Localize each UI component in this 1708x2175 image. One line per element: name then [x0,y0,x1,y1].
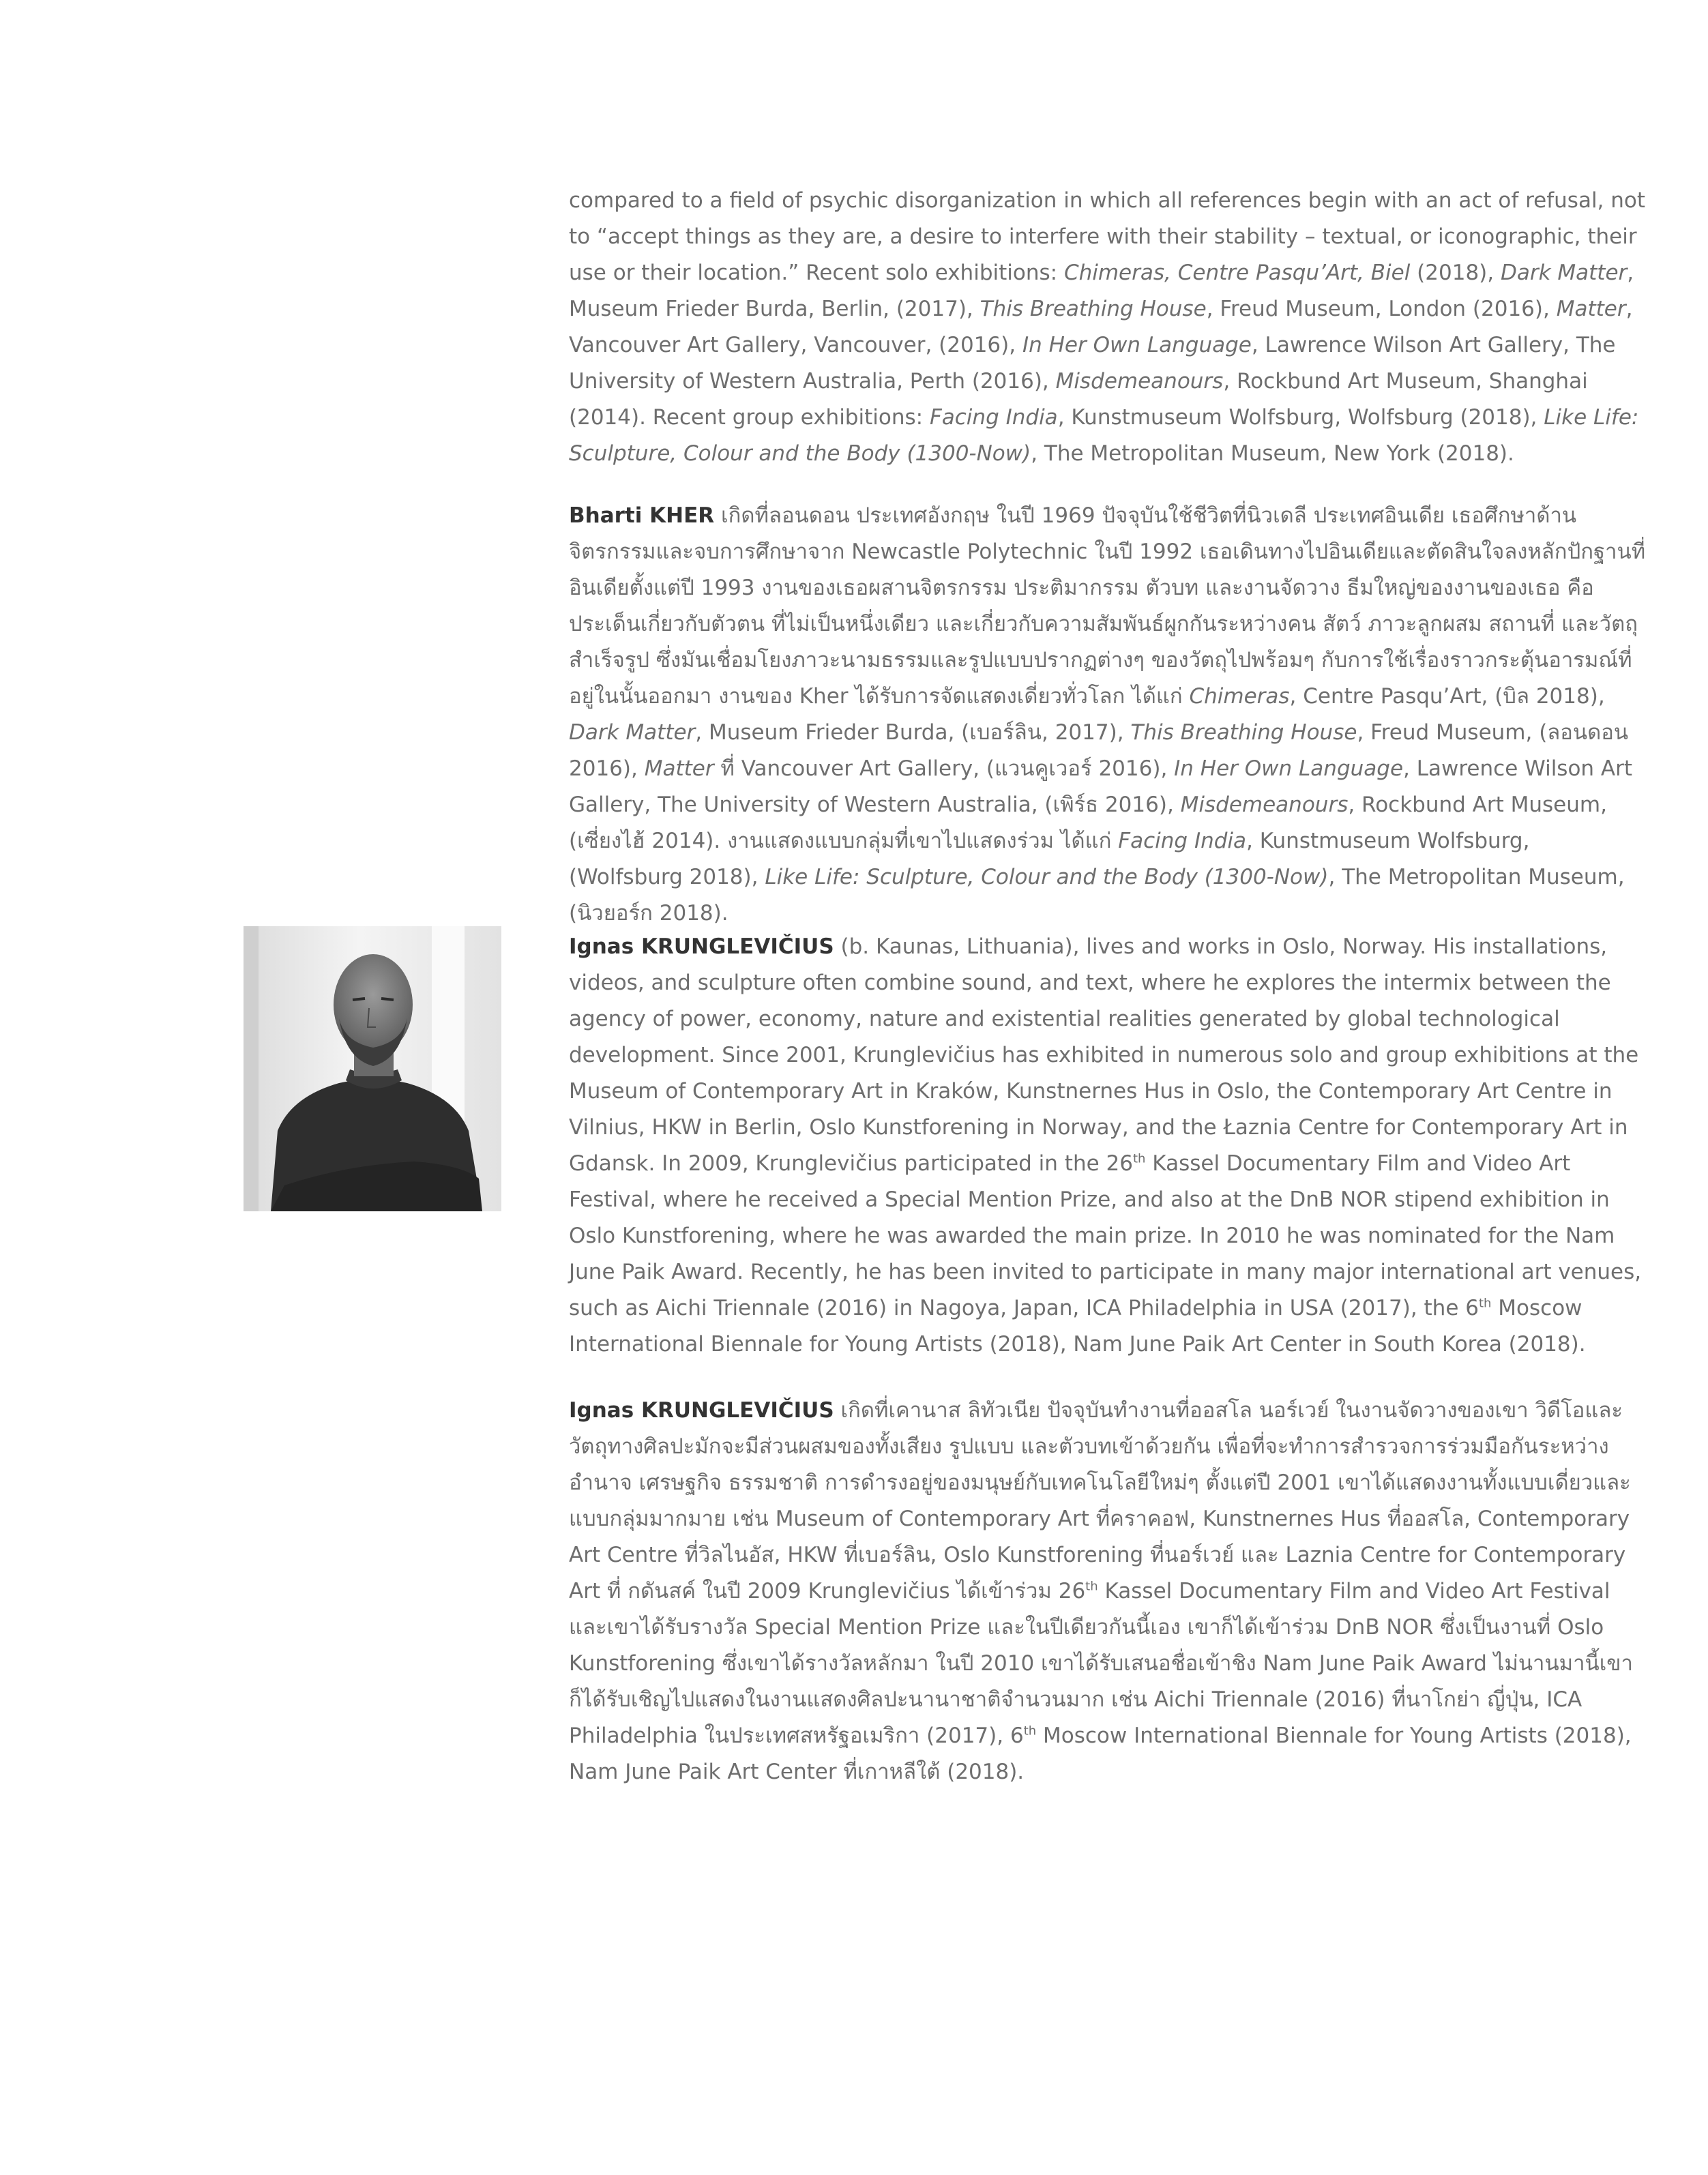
bio-paragraph-krunglevicius-english: Ignas KRUNGLEVIČIUS (b. Kaunas, Lithuania), lives and works in Oslo, Norway. His installations, videos, and sculpture often combine sound, and text, where he explores the intermix between the agency of power, economy, nature and existential realities generated by global technological development. Since 2001, Krunglevičius has exhibited in numerous solo and group exhibitions at the Museum of Contemporary Art in Kraków, Kunstnernes Hus in Oslo, the Contemporary Art Centre in Vilnius, HKW in Berlin, Oslo Kunstforening in Norway, and the Łaznia Centre for Contemporary Art in Gdansk. In 2009, Krunglevičius participated in the 26th Kassel Documentary Film and Video Art Festival, where he received a Special Mention Prize, and also at the DnB NOR stipend exhibition in Oslo Kunstforening, where he was awarded the main prize. In 2010 he was nominated for the Nam June Paik Award. Recently, he has been invited to participate in many major international art venues, such as Aichi Triennale (2016) in Nagoya, Japan, ICA Philadelphia in USA (2017), the 6th Moscow International Biennale for Young Artists (2018), Nam June Paik Art Center in South Korea (2018). [569,934,1642,1357]
bio-paragraph-kher-thai: Bharti KHER เกิดที่ลอนดอน ประเทศอังกฤษ ในปี 1969 ปัจจุบันใช้ชีวิตที่นิวเดลี ประเทศอินเดีย เธอศึกษาด้านจิตรกรรมและจบการศึกษาจาก Newcastle Polytechnic ในปี 1992 เธอเดินทางไปอินเดียและตัดสินใจลงหลักปักฐานที่อินเดียตั้งแต่ปี 1993 งานของเธอผสานจิตรกรรม ประติมากรรม ตัวบท และงานจัดวาง ธีมใหญ่ของงานของเธอ คือประเด็นเกี่ยวกับตัวตน ที่ไม่เป็นหนึ่งเดียว และเกี่ยวกับความสัมพันธ์ผูกกันระหว่างคน สัตว์ ภาวะลูกผสม สถานที่ และวัตถุสำเร็จรูป ซึ่งมันเชื่อมโยงภาวะนามธรรมและรูปแบบปรากฏต่างๆ ของวัตถุไปพร้อมๆ กับการใช้เรื่องราวกระตุ้นอารมณ์ที่อยู่ในนั้นออกมา งานของ Kher ได้รับการจัดแสดงเดี่ยวทั่วโลก ได้แก่ Chimeras, Centre Pasqu’Art, (บิล 2018), Dark Matter, Museum Frieder Burda, (เบอร์ลิน, 2017), This Breathing House, Freud Museum, (ลอนดอน 2016), Matter ที่ Vancouver Art Gallery, (แวนคูเวอร์ 2016), In Her Own Language, Lawrence Wilson Art Gallery, The University of Western Australia, (เพิร์ธ 2016), Misdemeanours, Rockbund Art Museum, (เซี่ยงไฮ้ 2014). งานแสดงแบบกลุ่มที่เขาไปแสดงร่วม ได้แก่ Facing India, Kunstmuseum Wolfsburg, (Wolfsburg 2018), Like Life: Sculpture, Colour and the Body (1300-Now), The Metropolitan Museum, (นิวยอร์ก 2018). [569,503,1646,926]
bio-paragraph-krunglevicius-thai: Ignas KRUNGLEVIČIUS เกิดที่เคานาส ลิทัวเนีย ปัจจุบันทำงานที่ออสโล นอร์เวย์ ในงานจัดวางของเขา วิดีโอและวัตถุทางศิลปะมักจะมีส่วนผสมของทั้งเสียง รูปแบบ และตัวบทเข้าด้วยกัน เพื่อที่จะทำการสำรวจการร่วมมือกันระหว่างอำนาจ เศรษฐกิจ ธรรมชาติ การดำรงอยู่ของมนุษย์กับเทคโนโลยีใหม่ๆ ตั้งแต่ปี 2001 เขาได้แสดงงานทั้งแบบเดี่ยวและแบบกลุ่มมากมาย เช่น Museum of Contemporary Art ที่คราคอฟ, Kunstnernes Hus ที่ออสโล, Contemporary Art Centre ที่วิลไนอัส, HKW ที่เบอร์ลิน, Oslo Kunstforening ที่นอร์เวย์ และ Laznia Centre for Contemporary Art ที่ กดันสค์ ในปี 2009 Krunglevičius ได้เข้าร่วม 26th Kassel Documentary Film and Video Art Festival และเขาได้รับรางวัล Special Mention Prize และในปีเดียวกันนี้เอง เขาก็ได้เข้าร่วม DnB NOR ซึ่งเป็นงานที่ Oslo Kunstforening ซึ่งเขาได้รางวัลหลักมา ในปี 2010 เขาได้รับเสนอชื่อเข้าชิง Nam June Paik Award ไม่นานมานี้เขาก็ได้รับเชิญไปแสดงในงานแสดงศิลปะนานาชาติจำนวนมาก เช่น Aichi Triennale (2016) ที่นาโกย่า ญี่ปุ่น, ICA Philadelphia ในประเทศสหรัฐอเมริกา (2017), 6th Moscow International Biennale for Young Artists (2018), Nam June Paik Art Center ที่เกาหลีใต้ (2018). [569,1398,1633,1784]
artist-name: Ignas KRUNGLEVIČIUS [569,1398,834,1423]
artist-name: Bharti KHER [569,503,715,528]
artist-portrait-photo [244,926,501,1211]
artist-name: Ignas KRUNGLEVIČIUS [569,934,834,959]
bio-paragraph-kher-english-continued: compared to a field of psychic disorganization in which all references begin with an act of refusal, not to “accept things as they are, a desire to interfere with their stability – textual, or iconographic, their use or their location.” Recent solo exhibitions: Chimeras, Centre Pasqu’Art, Biel (2018), Dark Matter, Museum Frieder Burda, Berlin, (2017), This Breathing House, Freud Museum, London (2016), Matter, Vancouver Art Gallery, Vancouver, (2016), In Her Own Language, Lawrence Wilson Art Gallery, The University of Western Australia, Perth (2016), Misdemeanours, Rockbund Art Museum, Shanghai (2014). Recent group exhibitions: Facing India, Kunstmuseum Wolfsburg, Wolfsburg (2018), Like Life: Sculpture, Colour and the Body (1300-Now), The Metropolitan Museum, New York (2018). [569,188,1646,466]
